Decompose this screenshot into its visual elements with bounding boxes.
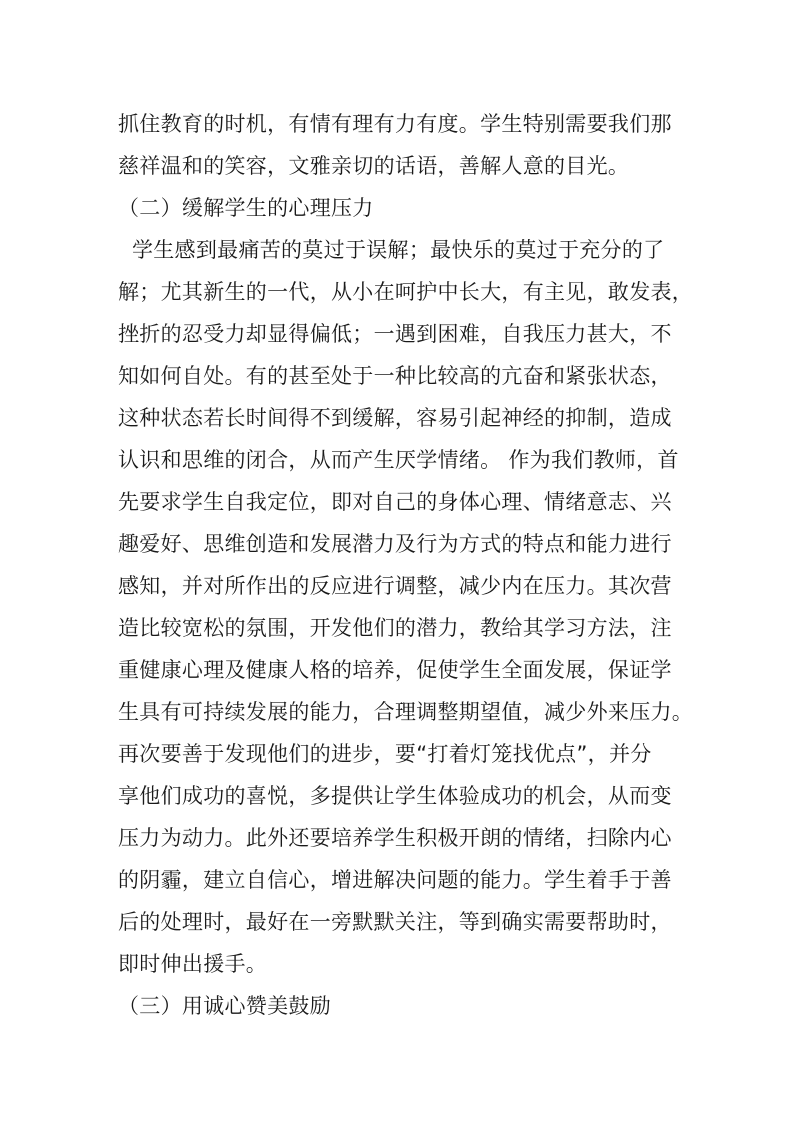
paragraph-line-17: 后的处理时，最好在一旁默默关注，等到确实需要帮助时， — [118, 910, 672, 934]
section-heading-2: （二）缓解学生的心理压力 — [118, 196, 374, 220]
paragraph-line-7: 先要求学生自我定位，即对自己的身体心理、情绪意志、兴 — [118, 490, 672, 514]
paragraph-line-6: 认识和思维的闭合，从而产生厌学情绪。 作为我们教师，首 — [118, 448, 679, 472]
paragraph-line-11: 重健康心理及健康人格的培养，促使学生全面发展，保证学 — [118, 658, 672, 682]
text-line-1: 抓住教育的时机，有情有理有力有度。学生特别需要我们那 — [118, 112, 672, 136]
paragraph-line-2: 解；尤其新生的一代，从小在呵护中长大，有主见，敢发表， — [118, 280, 694, 304]
paragraph-line-16: 的阴霾，建立自信心，增进解决问题的能力。学生着手于善 — [118, 868, 672, 892]
paragraph-line-9: 感知，并对所作出的反应进行调整，减少内在压力。其次营 — [118, 574, 672, 598]
section-heading-3: （三）用诚心赞美鼓励 — [118, 994, 331, 1018]
paragraph-line-10: 造比较宽松的氛围，开发他们的潜力，教给其学习方法，注 — [118, 616, 672, 640]
paragraph-line-14: 享他们成功的喜悦，多提供让学生体验成功的机会，从而变 — [118, 784, 672, 808]
paragraph-line-5: 这种状态若长时间得不到缓解，容易引起神经的抑制，造成 — [118, 406, 672, 430]
text-line-2: 慈祥温和的笑容，文雅亲切的话语，善解人意的目光。 — [118, 154, 630, 178]
paragraph-line-1: 学生感到最痛苦的莫过于误解；最快乐的莫过于充分的了 — [118, 238, 665, 262]
paragraph-line-12: 生具有可持续发展的能力，合理调整期望值，减少外来压力。 — [118, 700, 694, 724]
paragraph-line-4: 知如何自处。有的甚至处于一种比较高的亢奋和紧张状态， — [118, 364, 672, 388]
paragraph-line-13: 再次要善于发现他们的进步，要“打着灯笼找优点”，并分 — [118, 742, 652, 766]
paragraph-line-3: 挫折的忍受力却显得偏低；一遇到困难，自我压力甚大，不 — [118, 322, 672, 346]
paragraph-line-18: 即时伸出援手。 — [118, 952, 268, 976]
paragraph-line-8: 趣爱好、思维创造和发展潜力及行为方式的特点和能力进行 — [118, 532, 672, 556]
paragraph-line-15: 压力为动力。此外还要培养学生积极开朗的情绪，扫除内心 — [118, 826, 672, 850]
